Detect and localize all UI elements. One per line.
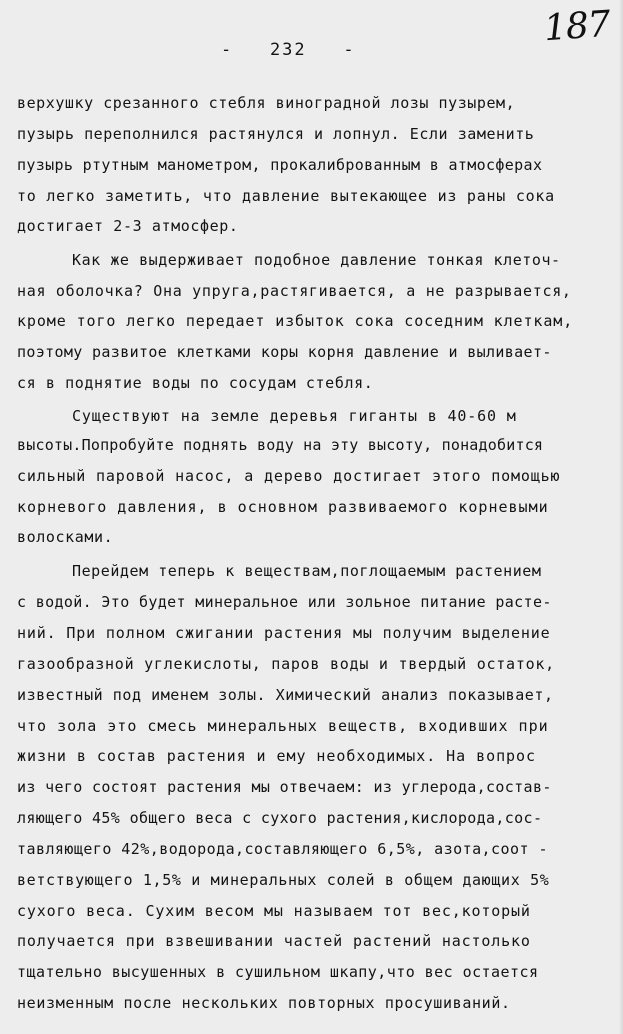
text-line: кроме того легко передает избыток сока соседним клеткам,	[17, 312, 574, 330]
text-line: волосками.	[17, 528, 114, 546]
text-line: достигает 2-3 атмосфер.	[17, 217, 239, 235]
text-line: пузырь ртутным манометром, прокалиброванным в атмосферах	[17, 156, 543, 174]
text-line: ная оболочка? Она упруга,растягивается, а не разрывается,	[17, 282, 572, 300]
text-line: сильный паровой насос, а дерево достигает этого помощью	[17, 467, 561, 485]
text-line: известный под именем золы. Химический анализ показывает,	[17, 686, 554, 704]
text-line: что зола это смесь минеральных веществ, входивших при	[17, 717, 549, 735]
text-line: газообразной углекислоты, паров воды и твердый остаток,	[17, 655, 555, 673]
archive-page-number: 187	[542, 3, 612, 50]
text-line: тавляющего 42%,водорода,составляющего 6,5%, азота,соот -	[17, 840, 548, 858]
text-line: тщательно высушенных в сушильном шкапу,что вес остается	[17, 963, 539, 981]
text-line: Как же выдерживает подобное давление тонкая клеточ-	[72, 251, 561, 269]
text-line: неизменным после нескольких повторных просушиваний.	[17, 994, 511, 1012]
text-line: из чего состоят растения мы отвечаем: из углерода,состав-	[17, 778, 552, 796]
text-line: корневого давления, в основном развиваемого корневыми	[17, 498, 549, 516]
text-line: сухого веса. Сухим весом мы называем тот вес,который	[17, 902, 531, 920]
text-line: ветствующего 1,5% и минеральных солей в общем дающих 5%	[17, 871, 550, 889]
text-line: пузырь переполнился растянулся и лопнул. Если заменить	[17, 125, 535, 143]
page-edge-shadow	[619, 0, 623, 1034]
text-line: верхушку срезанного стебля виноградной лозы пузырем,	[17, 94, 516, 112]
text-line: Перейдем теперь к веществам,поглощаемым растением	[72, 562, 542, 580]
text-line: ся в поднятие воды по сосудам стебля.	[17, 374, 374, 392]
text-line: высоты.Попробуйте поднять воду на эту высоту, понадобится	[17, 436, 544, 454]
text-line: Существуют на земле деревья гиганты в 40-60 м	[72, 407, 517, 425]
text-line: поэтому развитое клетками коры корня давление и выливает-	[17, 343, 552, 361]
text-line: получается при взвешивании частей растений настолько	[17, 932, 531, 950]
text-line: с водой. Это будет минеральное или зольное питание расте-	[17, 593, 552, 611]
page-number: - 232 -	[221, 40, 356, 60]
text-line: ляющего 45% общего веса с сухого растения,кислорода,сос-	[17, 809, 543, 827]
text-line: ний. При полном сжигании растения мы получим выделение	[17, 624, 551, 642]
text-line: то легко заметить, что давление вытекающее из раны сока	[17, 187, 555, 205]
text-line: жизни в состав растения и ему необходимых. На вопрос	[17, 747, 536, 765]
